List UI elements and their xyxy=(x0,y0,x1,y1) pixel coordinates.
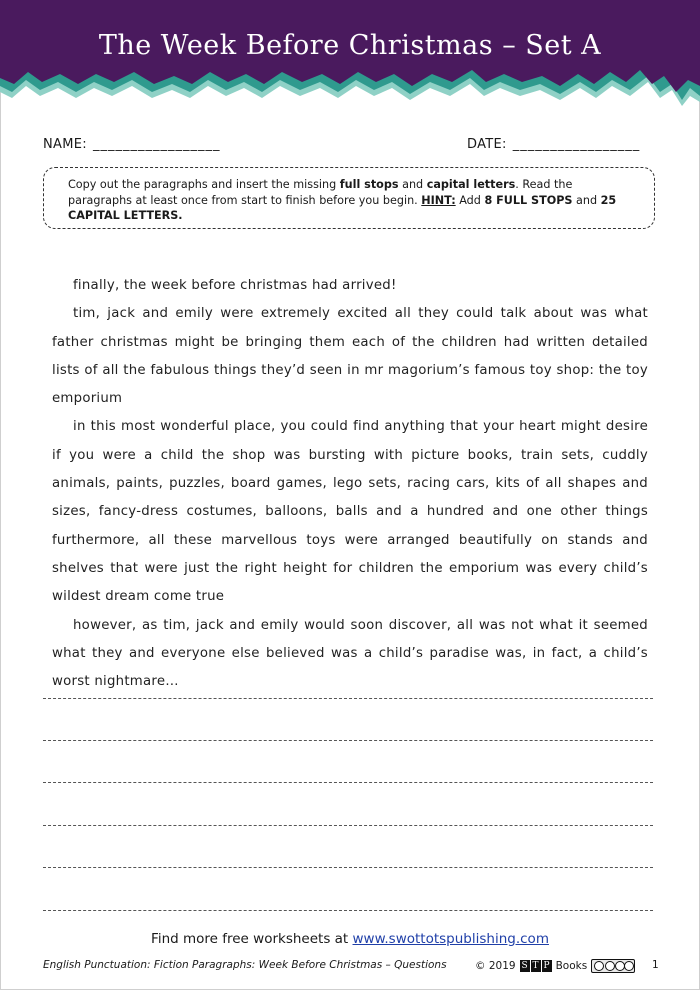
date-label: DATE: xyxy=(467,137,507,152)
footer-publisher xyxy=(475,959,635,973)
date-field[interactable] xyxy=(467,137,640,152)
page-number: 1 xyxy=(652,959,659,971)
find-more-text: Find more free worksheets at xyxy=(151,931,353,947)
creative-commons-icon xyxy=(591,959,635,973)
website-link[interactable]: www.swottotspublishing.com xyxy=(352,931,549,947)
writing-line-1[interactable] xyxy=(43,698,653,699)
instructions-box xyxy=(43,167,655,229)
writing-line-6[interactable] xyxy=(43,910,653,911)
stp-logo xyxy=(520,960,552,972)
paragraph-2: tim, jack and emily were extremely excited all they could talk about was what father christmas might be bringing them each of the children had written detailed lists of all the fabulous things they’d seen in mr magorium’s famous toy shop: the toy emporium xyxy=(52,306,648,407)
hint-capital-letters: 25 CAPITAL LETTERS. xyxy=(68,193,617,222)
paragraph-1: finally, the week before christmas had arrived! xyxy=(73,278,397,293)
name-blank[interactable]: _________________ xyxy=(92,137,221,152)
copyright: © 2019 xyxy=(475,960,516,972)
paragraph-4: however, as tim, jack and emily would soon discover, all was not what it seemed what they and everyone else believed was a child’s paradise was, in fact, a child’s worst nightmare… xyxy=(52,617,648,690)
writing-line-3[interactable] xyxy=(43,782,653,783)
date-blank[interactable]: _________________ xyxy=(512,137,641,152)
stp-letter: P xyxy=(543,961,550,971)
paragraph-3: in this most wonderful place, you could find anything that your heart might desire if you were a child the shop was bursting with picture books, train sets, cuddly animals, paints, puzzles, board games, lego sets, racing cars, kits of all shapes and sizes, fancy-dress costumes, balloons, balls and a hundred and one other things furthermore, all these marvellous toys were arranged beautifully on stands and shelves that were just the right height for children the emporium was every child’s wildest dream come true xyxy=(52,419,648,605)
instructions-text: Add xyxy=(455,193,485,207)
footer xyxy=(43,959,663,973)
hint-label: HINT: xyxy=(421,193,456,207)
find-more xyxy=(0,931,700,947)
instructions-full-stops: full stops xyxy=(339,178,399,191)
instructions-capital-letters: capital letters xyxy=(426,178,516,191)
writing-line-4[interactable] xyxy=(43,825,653,826)
footer-caption: English Punctuation: Fiction Paragraphs: Week Before Christmas – Questions xyxy=(43,959,447,971)
writing-line-2[interactable] xyxy=(43,740,653,741)
instructions-text: Copy out the paragraphs and insert the missing xyxy=(68,178,340,191)
books-label: Books xyxy=(555,960,588,972)
name-label: NAME: xyxy=(43,137,87,152)
writing-line-5[interactable] xyxy=(43,867,653,868)
name-field[interactable] xyxy=(43,137,220,152)
stp-letter: S xyxy=(521,961,528,971)
instructions-text: and xyxy=(572,193,601,207)
passage xyxy=(52,272,648,696)
header-banner xyxy=(0,0,700,110)
instructions-text: . Read the paragraphs at least once from start to finish before you begin. xyxy=(68,178,573,207)
hint-full-stops: 8 FULL STOPS xyxy=(484,193,573,207)
instructions-text: and xyxy=(398,178,427,191)
page-title: The Week Before Christmas – Set A xyxy=(98,30,602,61)
stp-letter: T xyxy=(532,961,539,971)
